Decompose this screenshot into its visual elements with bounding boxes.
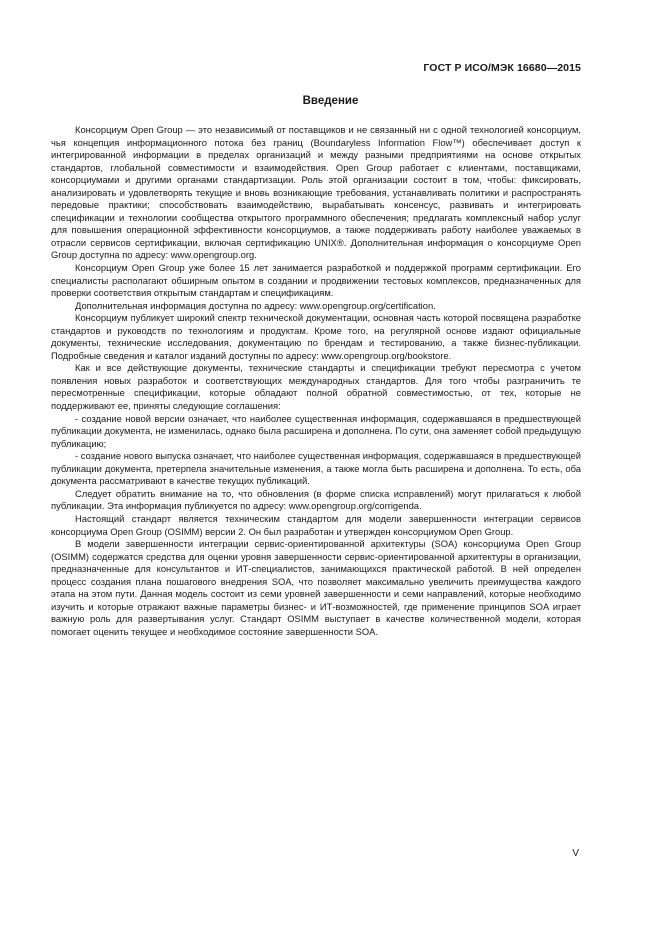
- paragraph: Консорциум Open Group — это независимый от поставщиков и не связанный ни с одной технологией консорциум, чья концепция информационного потока без границ (Boundaryless Information Flow™) обеспечивает доступ к интегрированной информации в пределах организаций и между разными предприятиями на основе открытых стандартов, глобальной совместимости и взаимодействия. Open Group работает с клиентами, поставщиками, консорциумами и другими органами стандартизации. Роль этой организации состоит в том, чтобы: фиксировать, анализировать и удовлетворять текущие и вновь возникающие требования, устанавливать политики и распространять передовые практики; способствовать взаимодействию, вырабатывать консенсус, развивать и интегрировать спецификации и технологии сообщества открытого программного обеспечения; предлагать комплексный набор услуг для повышения операционной эффективности консорциумов, а также поддерживать работу наиболее уважаемых в отрасли сервисов сертификации, включая сертификацию UNIX®. Дополнительная информация о консорциуме Open Group доступна по адресу: www.opengroup.org.: [51, 124, 581, 261]
- list-item: - создание новой версии означает, что наиболее существенная информация, содержавшаяся в предшествующей публикации документа, не изменилась, однако была расширена и дополнена. По сути, она заменяет собой предыдущую публикацию;: [51, 412, 581, 449]
- paragraph: Консорциум публикует широкий спектр технической документации, основная часть которой посвящена разработке стандартов и руководств по технологиям и продуктам. Кроме того, на регулярной основе издают официальные документы, технические исследования, документацию по брендам и тестированию, а также бизнес-публикации. Подробные сведения и каталог изданий доступны по адресу: www.opengroup.org/bookstore.: [51, 312, 581, 361]
- paragraph: Настоящий стандарт является техническим стандартом для модели завершенности интеграции сервисов консорциума Open Group (OSIMM) версии 2. Он был разработан и утвержден консорциумом Open Group.: [51, 512, 581, 537]
- standard-designation: ГОСТ Р ИСО/МЭК 16680—2015: [423, 62, 581, 74]
- body-text: [51, 124, 581, 638]
- list-item: - создание нового выпуска означает, что наиболее существенная информация, содержавшаяся в предшествующей публикации документа, претерпела значительные изменения, а также могла быть расширена и дополнена. То есть, оба документа рассматривают в качестве текущих публикаций.: [51, 450, 581, 487]
- paragraph: Как и все действующие документы, технические стандарты и спецификации требуют пересмотра с учетом появления новых разработок и соответствующих международных стандартов. Для того чтобы разграничить те пересмотренные спецификации, которые обладают полной обратной совместимостью, от тех, которые не поддерживают ее, приняты следующие соглашения:: [51, 362, 581, 412]
- paragraph: Следует обратить внимание на то, что обновления (в форме списка исправлений) могут прилагаться к любой публикации. Эта информация публикуется по адресу: www.opengroup.org/corrigenda.: [51, 487, 581, 512]
- section-title: Введение: [302, 95, 359, 107]
- paragraph: Дополнительная информация доступна по адресу: www.opengroup.org/certification.: [75, 299, 436, 311]
- paragraph: В модели завершенности интеграции сервис-ориентированной архитектуры (SOA) консорциума Open Group (OSIMM) содержатся средства для оценки уровня завершенности сервис-ориентированной архитектуры в организации, предназначенные для консультантов и ИТ-специалистов, занимающихся практической работой. В ней определен процесс создания плана пошагового внедрения SOA, что позволяет максимально увеличить преимущества каждого этапа на этом пути. Данная модель состоит из семи уровней завершенности и семи направлений, которые необходимо изучить и которые отражают важные параметры бизнес- и ИТ-возможностей, где применение принципов SOA играет важную роль для развертывания услуг. Стандарт OSIMM выступает в качестве количественной модели, которая помогает оценить текущее и необходимое состояние завершенности SOA.: [51, 538, 581, 637]
- page-number: V: [572, 848, 579, 859]
- paragraph: Консорциум Open Group уже более 15 лет занимается разработкой и поддержкой программ сертификации. Его специалисты располагают обширным опытом в создании и продвижении тестовых комплексов, предназначенных для проверки соответствия открытым стандартам и спецификациям.: [51, 262, 581, 299]
